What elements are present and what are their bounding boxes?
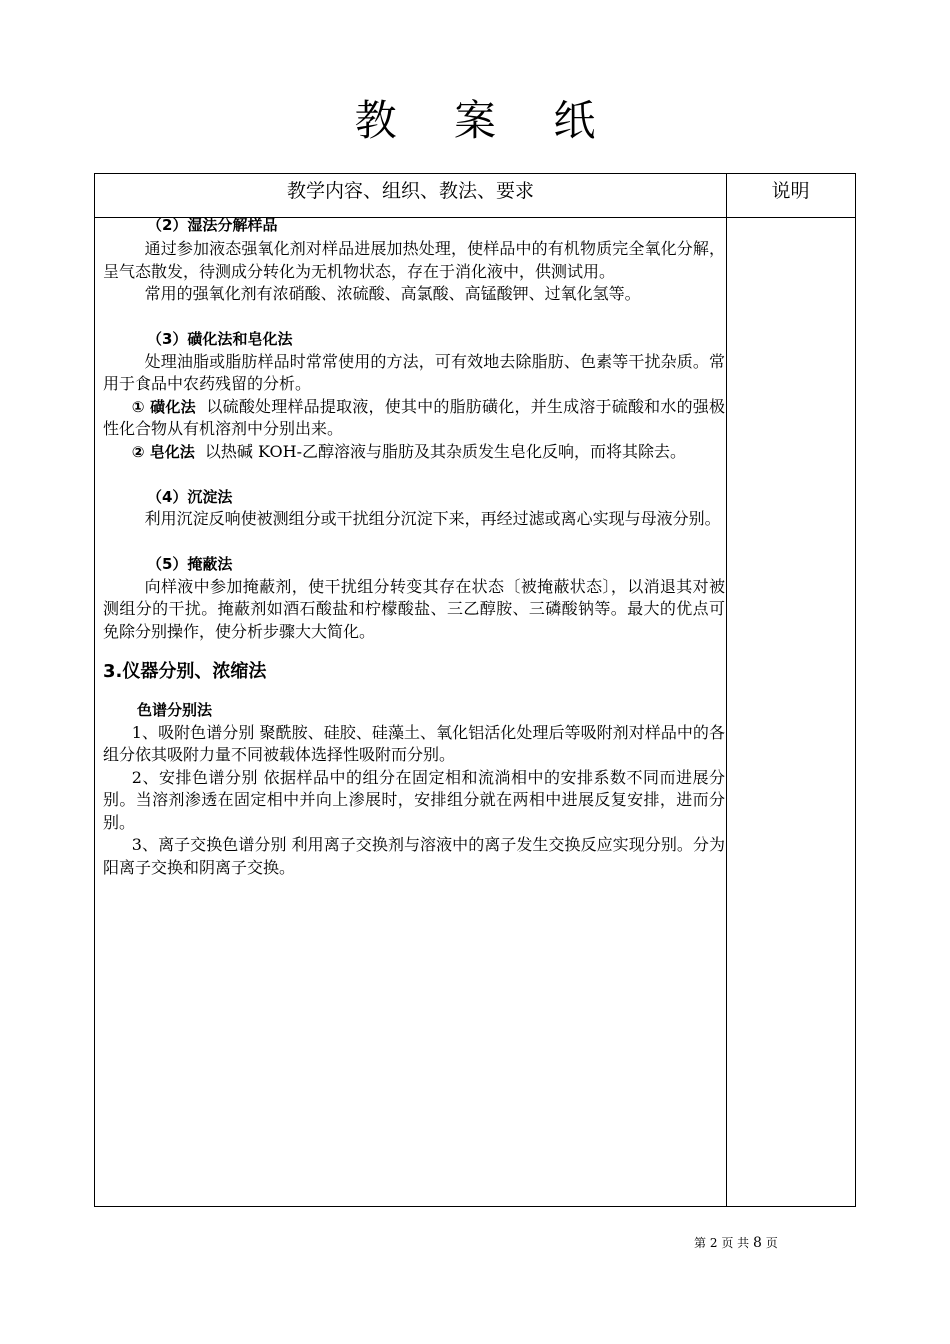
chromatography-title: 色谱分别法 — [137, 701, 213, 719]
footer-suffix: 页 — [765, 1236, 778, 1250]
footer-mid: 页 共 — [721, 1236, 750, 1250]
saponification-text: 以热碱 KOH-乙醇溶液与脂肪及其杂质发生皂化反响，而将其除去。 — [204, 441, 686, 461]
section-instrument-title: 3.仪器分别、浓缩法 — [103, 661, 267, 682]
column-divider — [726, 174, 727, 1206]
section-sulfonation-para-1: 处理油脂或脂肪样品时常常使用的方法，可有效地去除脂肪、色素等干扰杂质。常用于食品中农药残留的分析。 — [103, 351, 725, 393]
footer-page-number: 2 — [709, 1236, 718, 1250]
footer-prefix: 第 — [694, 1236, 707, 1250]
section-wet-digestion-title: （2）湿法分解样品 — [147, 216, 278, 234]
header-note-column: 说明 — [771, 180, 810, 202]
saponification-label: ② 皂化法 — [131, 442, 195, 461]
chromatography-para-1: 1、吸附色谱分别 聚酰胺、硅胶、硅藻土、氧化铝活化处理后等吸附剂对样品中的各组分依其吸附力量不同被载体选择性吸附而分别。 — [103, 722, 725, 764]
sulfonation-method-para — [103, 396, 725, 441]
lesson-table — [94, 173, 856, 1207]
chromatography-para-3: 3、离子交换色谱分别 利用离子交换剂与溶液中的离子发生交换反应实现分别。分为阳离子交换和阴离子交换。 — [103, 835, 725, 877]
lesson-content — [103, 214, 725, 879]
header-main-column: 教学内容、组织、教法、要求 — [286, 180, 534, 202]
section-masking-title: （5）掩蔽法 — [147, 555, 233, 573]
section-wet-digestion-para-2: 常用的强氧化剂有浓硝酸、浓硫酸、高氯酸、高锰酸钾、过氧化氢等。 — [144, 284, 641, 303]
page-footer — [694, 1234, 778, 1251]
chromatography-para-2: 2、安排色谱分别 依据样品中的组分在固定相和流淌相中的安排系数不同而进展分别。当溶剂渗透在固定相中并向上渗展时，安排组分就在两相中进展反复安排，进而分别。 — [103, 767, 725, 832]
sulfonation-label: ① 磺化法 — [131, 397, 196, 416]
footer-total-pages: 8 — [752, 1235, 762, 1251]
section-precipitation-para: 利用沉淀反响使被测组分或干扰组分沉淀下来，再经过滤或离心实现与母液分别。 — [144, 509, 721, 528]
page-title: 教 案 纸 — [354, 96, 618, 145]
section-precipitation-title: （4）沉淀法 — [147, 487, 233, 506]
section-sulfonation-title: （3）磺化法和皂化法 — [147, 330, 293, 348]
section-masking-para: 向样液中参加掩蔽剂，使干扰组分转变其存在状态〔被掩蔽状态〕，以消退其对被测组分的干扰。掩蔽剂如酒石酸盐和柠檬酸盐、三乙醇胺、三磷酸钠等。最大的优点可免除分别操作，使分析步骤大大简化。 — [103, 576, 725, 641]
section-wet-digestion-para-1: 通过参加液态强氧化剂对样品进展加热处理，使样品中的有机物质完全氧化分解，呈气态散发，待测成分转化为无机物状态，存在于消化液中，供测试用。 — [103, 239, 725, 281]
sulfonation-text: 以硫酸处理样品提取液，使其中的脂肪磺化，并生成溶于硫酸和水的强极性化合物从有机溶剂中分别出来。 — [103, 396, 725, 438]
saponification-method-para — [103, 441, 725, 464]
